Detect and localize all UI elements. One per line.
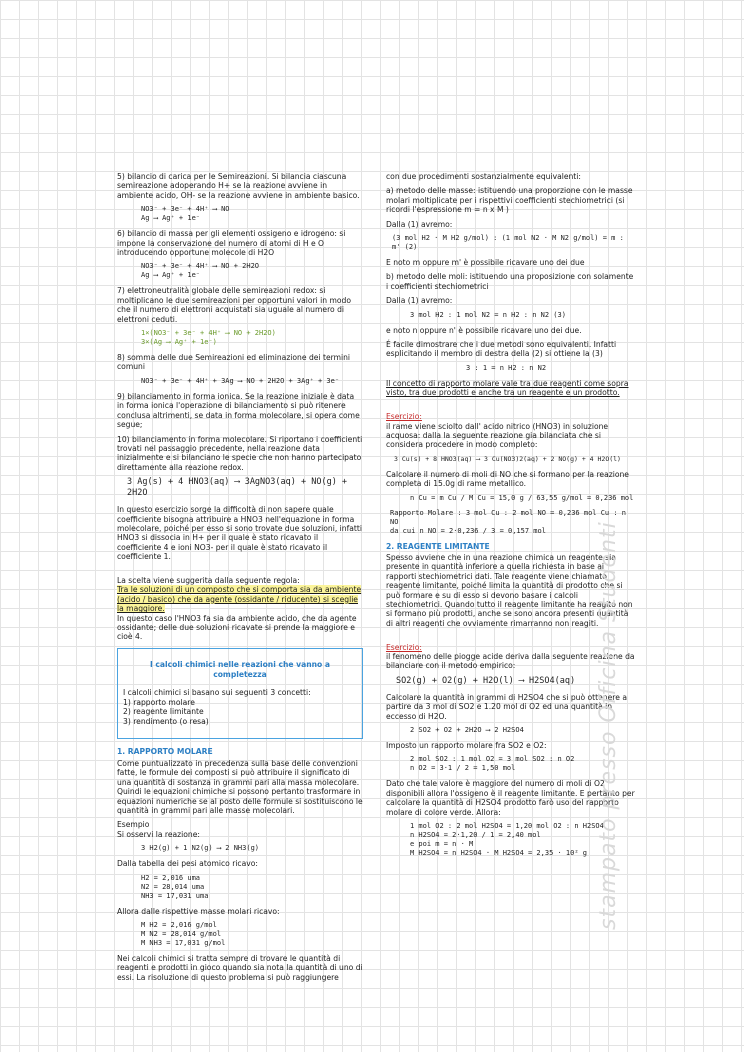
equation-step-6: NO3⁻ + 3e⁻ + 4H⁺ ⟶ NO + 2H2O Ag ⟶ Ag⁺ + 1e⁻ xyxy=(141,262,260,280)
equation-step-7: 1×(NO3⁻ + 3e⁻ + 4H⁺ ⟶ NO + 2H2O) 3×(Ag ⟶ Ag⁺ + 1e⁻) xyxy=(141,329,276,347)
step-5: 5) bilancio di carica per le Semireazioni. Si bilancia ciascuna semireazione adoperando H+ se la reazione avviene in ambiente acido, OH- se la reazione avviene in ambiente basico. xyxy=(117,172,360,200)
heading-rapporto-molare: 1. RAPPORTO MOLARE xyxy=(117,747,213,757)
dalla-tabella: Dalla tabella dei pesi atomico ricavo: xyxy=(117,859,258,869)
esercizio-1-label: Esercizio: xyxy=(386,412,422,422)
intro: con due procedimenti sostanzialmente equivalenti: xyxy=(386,172,581,181)
equation-moli: 3 mol H2 : 1 mol N2 = n H2 : n N2 (3) xyxy=(410,310,566,319)
concetto: Il concetto di rapporto molare vale tra due reagenti come sopra visto, tra due prodotti e anche tra un reagente e un prodotto. xyxy=(386,378,629,398)
equation-ncu: n Cu = m Cu / M Cu = 15,0 g / 63,55 g/mol = 0,236 mol xyxy=(410,493,634,502)
metodo-masse: a) metodo delle masse: istituendo una proporzione con le masse molari moltiplicate per i rispettivi coefficienti stechiometrici (si ricordi l'espressione m = n x M ) xyxy=(386,186,633,215)
watermark: stampato presso Officina Studenti xyxy=(596,521,621,930)
equation-masse-proporzione: (3 mol H2 · M H2 g/mol) : (1 mol N2 · M N2 g/mol) = m : m' (2) xyxy=(392,234,624,252)
heading-reagente-limitante: 2. REAGENTE LIMITANTE xyxy=(386,541,490,551)
equation-3-1: 3 : 1 = n H2 : n N2 xyxy=(466,363,547,372)
equation-pesi: H2 = 2,016 uma N2 = 28,014 uma NH3 = 17,031 uma xyxy=(141,873,209,900)
nei-calcoli: Nei calcoli chimici si tratta sempre di trovare le quantità di reagenti e prodotti in gioco quando sia nota la quantità di uno di essi. La risoluzione di questo problema si può raggiungere xyxy=(117,953,363,982)
concepts-box xyxy=(117,648,363,740)
regola-intro: La scelta viene suggerita dalla seguente regola: xyxy=(117,575,300,585)
esempio: Esempio Si osservi la reazione: xyxy=(117,820,200,839)
equation-masse: M H2 = 2,016 g/mol M N2 = 28,014 g/mol M NH3 = 17,031 g/mol xyxy=(141,920,226,947)
regola-highlight: Tra le soluzioni di un composto che si comporta sia da ambiente (acido / basico) che da agente (ossidante / riducente) si sceglie la maggiore. xyxy=(117,585,362,614)
equation-step-10: 3 Ag(s) + 4 HNO3(aq) ⟶ 3AgNO3(aq) + NO(g) + 2H2O xyxy=(127,477,348,499)
rapporto-molare-paragraph: Come puntualizzato in precedenza sulla base delle convenzioni fatte, le formule dei composti si può attribuire il significato di una quantità di sostanza in grammi pari alla massa molecolare. Quindi le equazioni chimiche si possono pertanto trasformare in equazioni numeriche se al posto delle formule si sostituiscono le quantità in grammi pari alle masse molecolari. xyxy=(117,758,363,815)
equation-rapporto: Rapporto Molare : 3 mol Cu : 2 mol NO = 0,236 mol Cu : n NO da cui n NO = 2·0,236 / 3 = 0,157 mol xyxy=(390,508,627,535)
equation-bilanciata: 2 SO2 + O2 + 2H2O ⟶ 2 H2SO4 xyxy=(410,726,524,735)
regola-conclusione: In questo caso l'HNO3 fa sia da ambiente acido, che da agente ossidante; delle due soluzioni ricavate si prende la maggiore e cioè 4. xyxy=(117,613,357,642)
equation-imposto: 2 mol SO2 : 1 mol O2 = 3 mol SO2 : n O2 n O2 = 3·1 / 2 = 1,50 mol xyxy=(410,755,575,773)
left-column xyxy=(117,172,363,982)
esercizio-1 xyxy=(386,403,636,450)
equation-step-8: NO3⁻ + 3e⁻ + 4H⁺ + 3Ag ⟶ NO + 2H2O + 3Ag⁺ + 3e⁻ xyxy=(141,376,340,385)
reagente-limitante-paragraph: Spesso avviene che in una reazione chimica un reagente sia presente in quantità inferiore a quella richiesta in base ai rapporti stechiometrici dati. Tale reagente viene chiamato reagente limitante, poiché limita la quantità di prodotto che si può formare e su di esso si devono basare i calcoli stechiometrici. Quando tutto il reagente limitante ha reagito non si formano più prodotti, anche se sono ancora presenti quantità di altri reagenti che ovviamente rimarranno non reagiti. xyxy=(386,552,633,628)
equation-esempio: 3 H2(g) + 1 N2(g) ⟶ 2 NH3(g) xyxy=(141,844,260,853)
dalla-1-a: Dalla (1) avremo: xyxy=(386,219,453,229)
esercizio-2-label: Esercizio: xyxy=(386,642,422,652)
imposto: Imposto un rapporto molare fra SO2 e O2: xyxy=(386,741,547,751)
calcolare-2: Calcolare la quantità in grammi di H2SO4 che si può ottenere a partire da 3 mol di SO2 e 1.20 mol di O2 ed una quantità in eccesso di H2O. xyxy=(386,692,627,721)
paragraph-regola xyxy=(117,567,363,642)
esercizio-1-text: il rame viene sciolto dall' acido nitrico (HNO3) in soluzione acquosa: dalla la seguente reazione gia bilanciata che si considera procedere in modo completo: xyxy=(386,421,609,450)
noto-m: E noto m oppure m' è possibile ricavare uno dei due xyxy=(386,258,585,268)
concepts-box-body: I calcoli chimici si basano sui seguenti 3 concetti: 1) rapporto molare 2) reagente limitante 3) rendimento (o resa) xyxy=(123,688,311,726)
step-8: 8) somma delle due Semireazioni ed eliminazione dei termini comuni xyxy=(117,353,351,372)
equation-finale: 1 mol O2 : 2 mol H2SO4 = 1,20 mol O2 : n H2SO4 n H2SO4 = 2·1,20 / 1 = 2,40 mol e poi m = n · M M H2SO4 = n H2SO4 · M H2SO4 = 2,35 · 10² g xyxy=(410,822,604,858)
facile: É facile dimostrare che i due metodi sono equivalenti. Infatti esplicitando il membro di destra della (2) si ottiene la (3) xyxy=(386,340,617,359)
dalla-1-b: Dalla (1) avremo: xyxy=(386,296,453,306)
step-6: 6) bilancio di massa per gli elementi ossigeno e idrogeno: si impone la conservazione del numero di atomi di H e O introducendo opportune molecole di H2O xyxy=(117,229,346,258)
allora: Allora dalle rispettive masse molari ricavo: xyxy=(117,906,280,916)
calcolare-1: Calcolare il numero di moli di NO che si formano per la reazione completa di 15.0g di rame metallico. xyxy=(386,469,629,489)
step-10: 10) bilanciamento in forma molecolare. Si riportano i coefficienti trovati nel passaggio precedente, nella reazione data inizialmente e si bilanciano le specie che non hanno partecipato direttamente alla reazione redox. xyxy=(117,434,363,472)
dato: Dato che tale valore è maggiore del numero di moli di O2 disponibili allora l'ossigeno è il reagente limitante. E pertanto per calcolare la quantità di H2SO4 prodotto farò uso del rapporto molare di colore verde. Allora: xyxy=(386,779,635,817)
esercizio-2-text: il fenomeno delle piogge acide deriva dalla seguente reazione da bilanciare con il metodo empirico: xyxy=(386,652,635,671)
step-7: 7) elettroneutralità globale delle semireazioni redox: si moltiplicano le due semireazioni per opportuni valori in modo che il numero di elettroni acquistati sia uguale al numero di elettroni ceduti. xyxy=(117,286,351,324)
equation-step-5: NO3⁻ + 3e⁻ + 4H⁺ ⟶ NO Ag ⟶ Ag⁺ + 1e⁻ xyxy=(141,205,230,223)
paragraph-hno3: In questo esercizio sorge la difficoltà di non sapere quale coefficiente bisogna attribuire a HNO3 nell'equazione in forma molecolare, poiché per esso si sono trovate due soluzioni, infatti HNO3 si dissocia in H+ per il quale è stato ricavato il coefficiente 4 e ioni NO3- per il quale è stato ricavato il coefficiente 1. xyxy=(117,505,362,562)
step-9: 9) bilanciamento in forma ionica. Se la reazione iniziale è data in forma ionica l'operazione di bilanciamento si può ritenere conclusa altrimenti, se data in forma molecolare, si opera come segue; xyxy=(117,391,360,430)
concepts-box-title: I calcoli chimici nelle reazioni che vanno a completezza xyxy=(149,660,331,679)
equation-cu: 3 Cu(s) + 8 HNO3(aq) ⟶ 3 Cu(NO3)2(aq) + 2 NO(g) + 4 H2O(l) xyxy=(394,454,621,463)
metodo-moli: b) metodo delle moli: istituendo una proposizione con solamente i coefficienti stechiometrici xyxy=(386,272,634,291)
noto-n: e noto n oppure n' è possibile ricavare uno dei due. xyxy=(386,325,582,335)
equation-so2: SO2(g) + O2(g) + H2O(l) ⟶ H2SO4(aq) xyxy=(396,675,576,686)
